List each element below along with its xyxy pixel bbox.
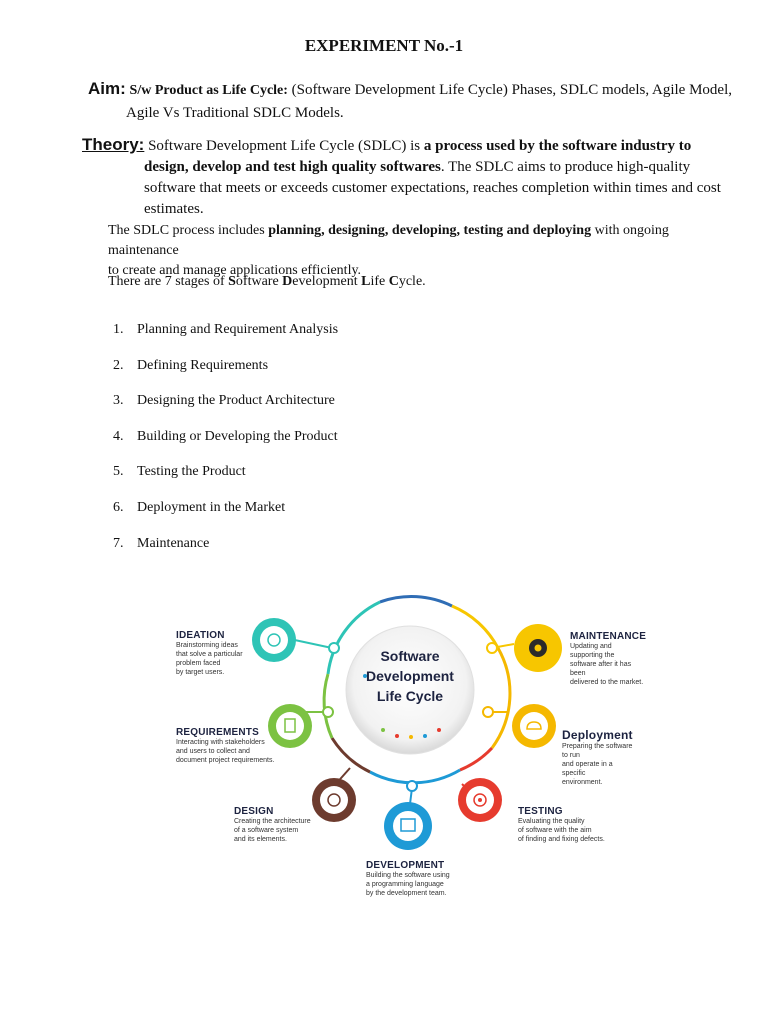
list-label: Deployment in the Market — [137, 499, 286, 515]
aim-section — [88, 78, 748, 124]
list-label: Testing the Product — [137, 464, 246, 480]
dot-deployment — [483, 707, 493, 717]
ring-arc-maintenance — [452, 606, 498, 648]
deployment-desc-3: environment. — [562, 779, 603, 786]
sdlc-infographic — [150, 588, 647, 908]
maintenance-title: MAINTENANCE — [570, 631, 647, 642]
list-number: 4. — [113, 428, 124, 444]
testing-label — [518, 806, 605, 844]
theory-line-3: software that meets or exceeds customer expectations, reaches completion within times and cost — [144, 180, 721, 196]
ring-arc-top — [380, 597, 452, 606]
letter-l: L — [361, 274, 371, 289]
aim-label: Aim: — [88, 79, 126, 98]
word-ycle: ycle. — [398, 274, 426, 289]
word-evelopment: evelopment — [292, 274, 362, 289]
requirements-desc-1: Interacting with stakeholders — [176, 739, 265, 746]
aim-text: (Software Development Life Cycle) Phases, SDLC models, Agile Model, — [287, 82, 733, 98]
theory-text-2: . The SDLC aims to produce high-quality — [440, 159, 691, 175]
design-label — [234, 806, 311, 844]
list-number: 5. — [113, 464, 124, 480]
maintenance-node — [514, 624, 562, 672]
design-desc-1: Creating the architecture — [234, 818, 311, 825]
theory-bold-1: a process used by the software industry to — [423, 138, 692, 154]
list-item — [113, 536, 338, 572]
testing-node — [458, 778, 502, 822]
list-item — [113, 464, 338, 500]
deployment-desc-1: Preparing the software to run — [562, 743, 633, 759]
aim-heading: S/w Product as Life Cycle: — [129, 83, 288, 98]
aim-line-2: Agile Vs Traditional SDLC Models. — [126, 105, 344, 121]
list-label: Defining Requirements — [137, 357, 269, 373]
center-line-2: Development — [366, 668, 454, 684]
list-number: 1. — [113, 322, 124, 337]
development-desc-3: by the development team. — [366, 890, 447, 897]
list-label: Maintenance — [137, 535, 210, 551]
maintenance-desc-2: software after it has been — [570, 661, 632, 677]
center-title — [355, 646, 465, 706]
maintenance-desc-1: Updating and supporting the — [570, 643, 615, 659]
requirements-desc-2: and users to collect and — [176, 748, 250, 755]
testing-desc-2: of software with the aim — [518, 827, 592, 834]
list-number: 6. — [113, 499, 124, 515]
stages-intro-text: There are 7 stages of — [108, 274, 229, 289]
list-label: Designing the Product Architecture — [137, 393, 335, 409]
testing-desc-3: of finding and fixing defects. — [518, 836, 605, 843]
ring-arc-deployment — [492, 648, 510, 748]
letter-s: S — [228, 274, 236, 289]
dot-maintenance — [487, 643, 497, 653]
dot-requirements — [323, 707, 333, 717]
list-item — [113, 429, 338, 465]
requirements-title: REQUIREMENTS — [176, 727, 259, 738]
page-title: EXPERIMENT No.-1 — [304, 36, 464, 55]
ideation-label — [176, 630, 243, 677]
theory-section — [82, 134, 732, 220]
development-node — [384, 802, 432, 850]
process-line-1 — [108, 221, 738, 261]
letter-d: D — [282, 274, 293, 289]
theory-bold-2: design, develop and test high quality softwares — [144, 159, 441, 175]
list-item — [113, 500, 338, 536]
design-desc-2: of a software system — [234, 827, 299, 834]
requirements-node — [268, 704, 312, 748]
word-ife: ife — [370, 274, 389, 289]
center-line-1: Software — [380, 648, 440, 664]
stages-list — [113, 322, 338, 571]
center-line-3: Life Cycle — [376, 688, 444, 704]
theory-line-4: estimates. — [144, 201, 204, 217]
development-desc-2: a programming language — [366, 881, 444, 888]
dot-development — [407, 781, 417, 791]
development-desc-1: Building the software using — [366, 872, 450, 879]
development-title: DEVELOPMENT — [366, 860, 445, 871]
ideation-desc-3: problem faced — [176, 660, 221, 667]
process-line-2: to create and manage applications efficiently. — [108, 263, 362, 278]
requirements-label — [176, 727, 274, 765]
process-bold: planning, designing, developing, testing and deploying — [268, 223, 592, 238]
list-label: Planning and Requirement Analysis — [137, 322, 339, 337]
deployment-title: Deployment — [562, 728, 633, 742]
ideation-desc-2: that solve a particular — [176, 651, 243, 658]
deployment-node — [512, 704, 556, 748]
theory-line-1 — [82, 134, 732, 157]
maintenance-desc-3: delivered to the market. — [570, 679, 644, 686]
process-text-2: with ongoing maintenance — [108, 223, 669, 258]
ideation-title: IDEATION — [176, 630, 225, 641]
theory-label: Theory: — [82, 135, 145, 154]
testing-desc-1: Evaluating the quality — [518, 818, 585, 825]
ideation-node — [252, 618, 296, 662]
ring-arc-design — [332, 738, 370, 772]
theory-text: Software Development Life Cycle (SDLC) is — [144, 138, 424, 154]
aim-line-1 — [88, 78, 748, 102]
ideation-desc-4: by target users. — [176, 669, 225, 676]
list-item — [113, 322, 338, 358]
maintenance-label — [570, 631, 646, 687]
list-item — [113, 358, 338, 394]
ideation-desc-1: Brainstorming ideas — [176, 642, 238, 649]
design-desc-3: and its elements. — [234, 836, 287, 843]
process-text: The SDLC process includes — [108, 223, 269, 238]
deployment-desc-2: and operate in a specific — [562, 761, 613, 777]
requirements-desc-3: document project requirements. — [176, 757, 275, 764]
design-title: DESIGN — [234, 806, 274, 817]
list-number: 7. — [113, 535, 124, 551]
development-label — [366, 860, 450, 898]
ring-arc-testing — [460, 748, 492, 770]
list-number: 2. — [113, 357, 124, 373]
list-item — [113, 393, 338, 429]
list-label: Building or Developing the Product — [137, 428, 338, 444]
ring-arc-requirements — [324, 674, 332, 738]
letter-c: C — [388, 274, 399, 289]
process-paragraph — [108, 221, 738, 281]
word-oftware: oftware — [235, 274, 283, 289]
deployment-label — [562, 728, 633, 787]
theory-line-2 — [82, 157, 732, 178]
testing-title: TESTING — [518, 806, 563, 817]
stages-intro — [108, 274, 426, 290]
design-node — [312, 778, 356, 822]
dot-ideation — [329, 643, 339, 653]
list-number: 3. — [113, 393, 124, 409]
connector-ideation — [290, 639, 332, 648]
